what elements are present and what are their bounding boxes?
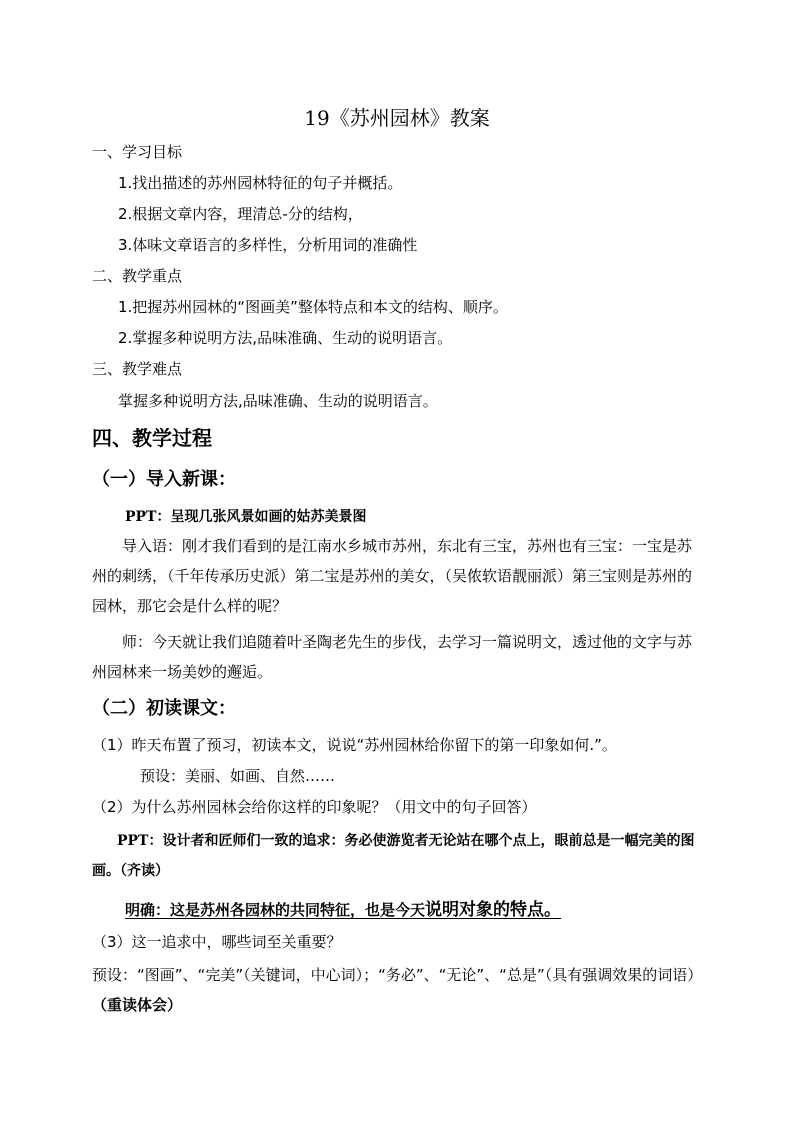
preset-emphasis: （重读体会） xyxy=(92,996,183,1014)
section-heading-difficulty: 三、教学难点 xyxy=(92,360,183,378)
clarification-part-b: 说明对象的特点。 xyxy=(425,900,562,920)
section-heading-process: 四、教学过程 xyxy=(92,426,212,450)
section-heading-keypoints: 二、教学重点 xyxy=(92,267,183,285)
teacher-paragraph: 师：今天就让我们追随着叶圣陶老先生的步伐，去学习一篇说明文，透过他的文字与苏州园林来一场美妙的邂逅。 xyxy=(92,633,693,681)
subheading-first-reading: （二）初读课文： xyxy=(92,698,236,719)
difficulty-text: 掌握多种说明方法,品味准确、生动的说明语言。 xyxy=(118,392,438,410)
keypoint-item-1: 1.把握苏州园林的“图画美”整体特点和本文的结构、顺序。 xyxy=(118,298,508,316)
clarification-part-a: 明确：这是苏州各园林的共同特征，也是今天 xyxy=(125,901,426,919)
subheading-intro: （一）导入新课： xyxy=(92,469,236,490)
keypoint-item-2: 2.掌握多种说明方法,品味准确、生动的说明语言。 xyxy=(118,329,453,347)
question-1: （1）昨天布置了预习，初读本文，说说“苏州园林给你留下的第一印象如何.”。 xyxy=(92,736,617,754)
preset-paragraph xyxy=(92,960,703,1020)
question-2: （2）为什么苏州园林会给你这样的印象呢？（用文中的句子回答） xyxy=(92,798,537,816)
goal-item-3: 3.体味文章语言的多样性，分析用词的准确性 xyxy=(118,236,418,254)
page-title: 19《苏州园林》教案 xyxy=(304,106,490,130)
preset-text: 预设：“图画”、“完美”（关键词，中心词）；“务必”、“无论”、“总是”（具有强调效果的词语） xyxy=(92,966,703,984)
section-heading-goals: 一、学习目标 xyxy=(92,143,183,161)
question-3: （3）这一追求中，哪些词至关重要？ xyxy=(92,933,342,951)
intro-paragraph: 导入语：刚才我们看到的是江南水乡城市苏州，东北有三宝，苏州也有三宝：一宝是苏州的刺绣，（千年传承历史派）第二宝是苏州的美女，（吴侬软语靓丽派）第三宝则是苏州的园林，那它会是什么样的呢？ xyxy=(92,537,693,615)
goal-item-1: 1.找出描述的苏州园林特征的句子并概括。 xyxy=(118,174,403,192)
ppt-note-2: PPT：设计者和匠师们一致的追求：务必使游览者无论站在哪个点上，眼前总是一幅完美的图画。（齐读） xyxy=(92,833,695,879)
clarification-text xyxy=(125,899,561,921)
ppt-note-1: PPT：呈现几张风景如画的姑苏美景图 xyxy=(125,509,367,525)
goal-item-2: 2.根据文章内容，理清总-分的结构， xyxy=(118,205,363,223)
answer-1: 预设：美丽、如画、自然…… xyxy=(140,767,336,785)
